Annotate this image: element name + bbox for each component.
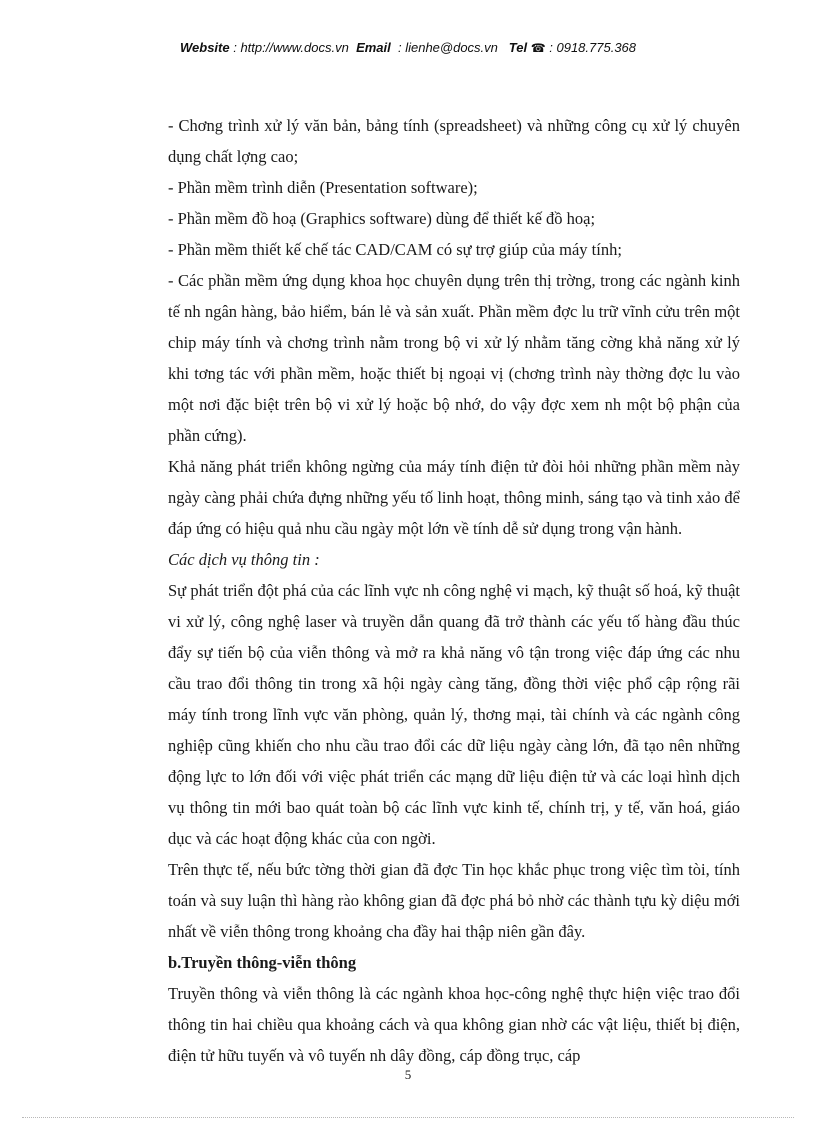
paragraph-barriers: Trên thực tế, nếu bức tờng thời gian đã đợc Tin học khắc phục trong việc tìm tòi, tính toán và suy luận thì hàng rào không gian đã đợc phá bỏ nhờ các thành tựu kỳ diệu mới nhất về viễn thông trong khoảng cha đầy hai thập niên gần đây.: [168, 860, 740, 941]
email-address: : lienhe@docs.vn: [397, 40, 498, 55]
tel-label: Tel: [508, 40, 528, 55]
website-label: Website: [179, 40, 230, 55]
page-header: [0, 40, 816, 55]
bullet-item-4: - Phần mềm thiết kế chế tác CAD/CAM có sự trợ giúp của máy tính;: [168, 240, 622, 259]
page-number: 5: [404, 1067, 412, 1082]
email-label: Email: [356, 40, 391, 55]
section-title-telecom: b.Truyền thông-viễn thông: [168, 953, 357, 972]
telephone-icon: ☎: [530, 41, 546, 55]
paragraph-info-services: Sự phát triển đột phá của các lĩnh vực nh công nghệ vi mạch, kỹ thuật số hoá, kỹ thuật vi xử lý, công nghệ laser và truyền dẫn quang đã trở thành các yếu tố hàng đầu thúc đẩy sự tiến bộ của viễn thông và mở ra khả năng vô tận trong việc đáp ứng các nhu cầu trao đổi thông tin trong xã hội ngày càng tăng, đồng thời việc phổ cập rộng rãi máy tính trong lĩnh vực văn phòng, quản lý, thơng mại, tài chính và các ngành công nghiệp cũng khiến cho nhu cầu trao đổi các dữ liệu ngày càng lớn, đã tạo nên những động lực to lớn đối với việc phát triển các mạng dữ liệu điện tử và các loại hình dịch vụ thông tin mới bao quát toàn bộ các lĩnh vực kinh tế, chính trị, y tế, văn hoá, giáo dục và các hoạt động khác của con ngời.: [168, 581, 740, 848]
paragraph-telecom: Truyền thông và viễn thông là các ngành khoa học-công nghệ thực hiện việc trao đổi thông tin hai chiều qua khoảng cách và qua không gian nhờ các vật liệu, thiết bị điện, điện tử hữu tuyến và vô tuyến nh dây đồng, cáp đồng trục, cáp: [168, 984, 740, 1065]
website-url: : http://www.docs.vn: [233, 40, 349, 55]
bullet-item-3: - Phần mềm đồ hoạ (Graphics software) dùng để thiết kế đồ hoạ;: [168, 209, 596, 228]
tel-number: : 0918.775.368: [549, 40, 637, 55]
paragraph-software-flexibility: Khả năng phát triển không ngừng của máy tính điện tử đòi hỏi những phần mềm này ngày càng phải chứa đựng những yếu tố linh hoạt, thông minh, sáng tạo và tinh xảo để đáp ứng có hiệu quả nhu cầu ngày một lớn về tính dễ sử dụng trong vận hành.: [168, 457, 740, 538]
bullet-item-5: - Các phần mềm ứng dụng khoa học chuyên dụng trên thị trờng, trong các ngành kinh tế nh ngân hàng, bảo hiểm, bán lẻ và sản xuất. Phần mềm đợc lu trữ vĩnh cửu trên một chip máy tính và chơng trình nằm trong bộ vi xử lý nhằm tăng cờng khả năng xử lý khi tơng tác với phần mềm, hoặc thiết bị ngoại vị (chơng trình này thờng đợc lu vào một nơi đặc biệt trên bộ vi xử lý hoặc bộ nhớ, do vậy đợc xem nh một bộ phận của phần cứng).: [168, 271, 740, 445]
page-bottom-divider: [22, 1117, 794, 1118]
bullet-item-1: - Chơng trình xử lý văn bản, bảng tính (spreadsheet) và những công cụ xử lý chuyên dụng chất lợng cao;: [168, 116, 740, 166]
bullet-item-2: - Phần mềm trình diễn (Presentation software);: [168, 178, 478, 197]
document-body: [168, 110, 740, 1071]
section-title-info-services: Các dịch vụ thông tin :: [168, 550, 320, 569]
